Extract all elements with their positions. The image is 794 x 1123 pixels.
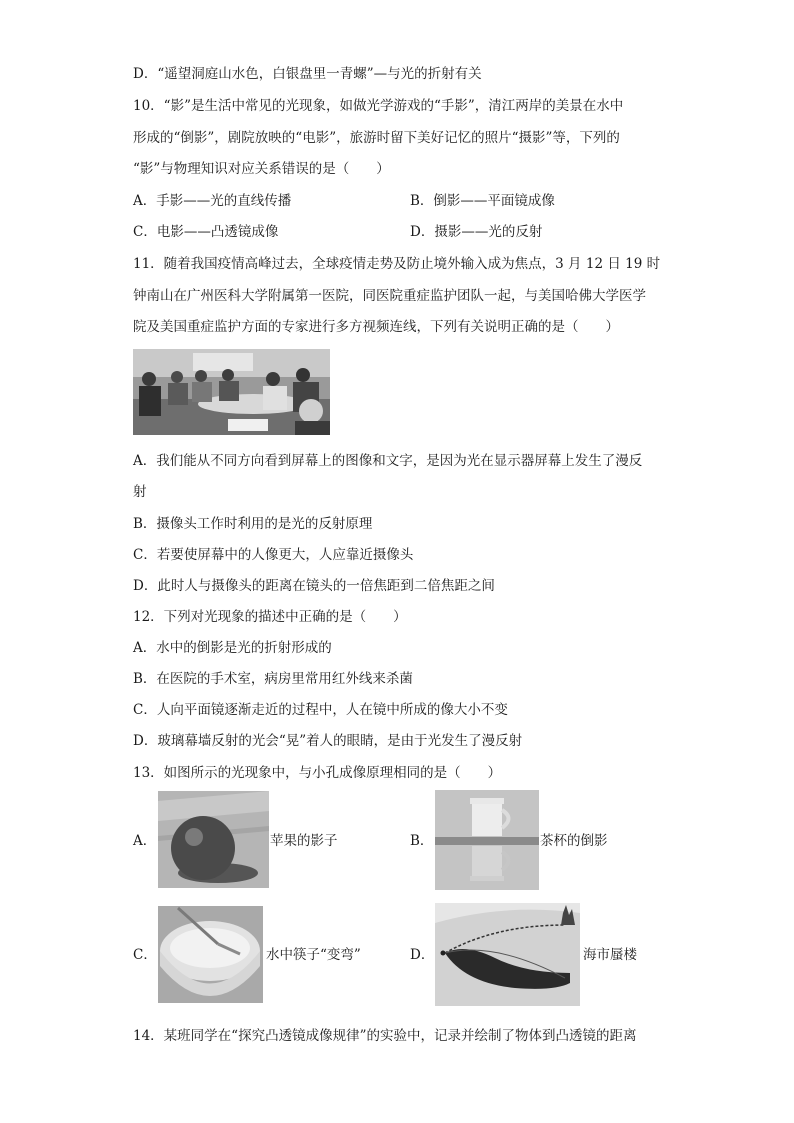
q11-stem-line2: 钟南山在广州医科大学附属第一医院，同医院重症监护团队一起，与美国哈佛大学医学 <box>133 288 646 304</box>
q12-stem: 12．下列对光现象的描述中正确的是（ ） <box>133 609 407 625</box>
q13-option-b-letter: B． <box>410 833 434 849</box>
teacup-reflection-photo <box>435 790 539 890</box>
q12-option-c: C．人向平面镜逐渐走近的过程中，人在镜中所成的像大小不变 <box>133 702 508 718</box>
apple-shadow-photo <box>158 791 269 888</box>
q11-option-a-line1: A．我们能从不同方向看到屏幕上的图像和文字，是因为光在显示器屏幕上发生了漫反 <box>133 453 643 469</box>
q10-stem-line3: “影”与物理知识对应关系错误的是（ ） <box>133 161 390 177</box>
q10-option-b: B．倒影——平面镜成像 <box>410 193 555 209</box>
q12-option-d: D．玻璃幕墙反射的光会“晃”着人的眼睛，是由于光发生了漫反射 <box>133 733 523 749</box>
video-conference-photo <box>133 349 330 435</box>
q13-option-b-text: 茶杯的倒影 <box>540 833 608 849</box>
q11-stem-line1: 11．随着我国疫情高峰过去，全球疫情走势及防止境外输入成为焦点，3 月 12 日 19 时 <box>133 256 661 272</box>
mirage-diagram <box>435 903 580 1006</box>
q12-option-a: A．水中的倒影是光的折射形成的 <box>133 640 332 656</box>
q11-option-b: B．摄像头工作时利用的是光的反射原理 <box>133 516 373 532</box>
q13-stem: 13．如图所示的光现象中，与小孔成像原理相同的是（ ） <box>133 765 502 781</box>
q10-stem-line2: 形成的“倒影”，剧院放映的“电影”，旅游时留下美好记忆的照片“摄影”等，下列的 <box>133 130 620 146</box>
q10-option-d: D．摄影——光的反射 <box>410 224 543 240</box>
q11-stem-line3: 院及美国重症监护方面的专家进行多方视频连线，下列有关说明正确的是（ ） <box>133 319 619 335</box>
q13-option-c-text: 水中筷子“变弯” <box>266 947 361 963</box>
q14-stem: 14．某班同学在“探究凸透镜成像规律”的实验中，记录并绘制了物体到凸透镜的距离 <box>133 1028 637 1044</box>
q10-option-c: C．电影——凸透镜成像 <box>133 224 279 240</box>
q13-option-d-letter: D． <box>410 947 435 963</box>
q10-option-a: A．手影——光的直线传播 <box>133 193 292 209</box>
q13-option-a-letter: A． <box>133 833 157 849</box>
q9-option-d: D．“遥望洞庭山水色，白银盘里一青螺”—与光的折射有关 <box>133 66 482 82</box>
chopstick-bowl-photo <box>158 906 263 1003</box>
q13-option-d-text: 海市蜃楼 <box>583 947 637 963</box>
q10-stem-line1: 10．“影”是生活中常见的光现象，如做光学游戏的“手影”，清江两岸的美景在水中 <box>133 98 624 114</box>
q13-option-c-letter: C． <box>133 947 157 963</box>
q13-option-a-text: 苹果的影子 <box>270 833 338 849</box>
q11-option-c: C．若要使屏幕中的人像更大，人应靠近摄像头 <box>133 547 414 563</box>
q12-option-b: B．在医院的手术室，病房里常用红外线来杀菌 <box>133 671 413 687</box>
q11-option-d: D．此时人与摄像头的距离在镜头的一倍焦距到二倍焦距之间 <box>133 578 495 594</box>
q11-option-a-line2: 射 <box>133 484 147 500</box>
